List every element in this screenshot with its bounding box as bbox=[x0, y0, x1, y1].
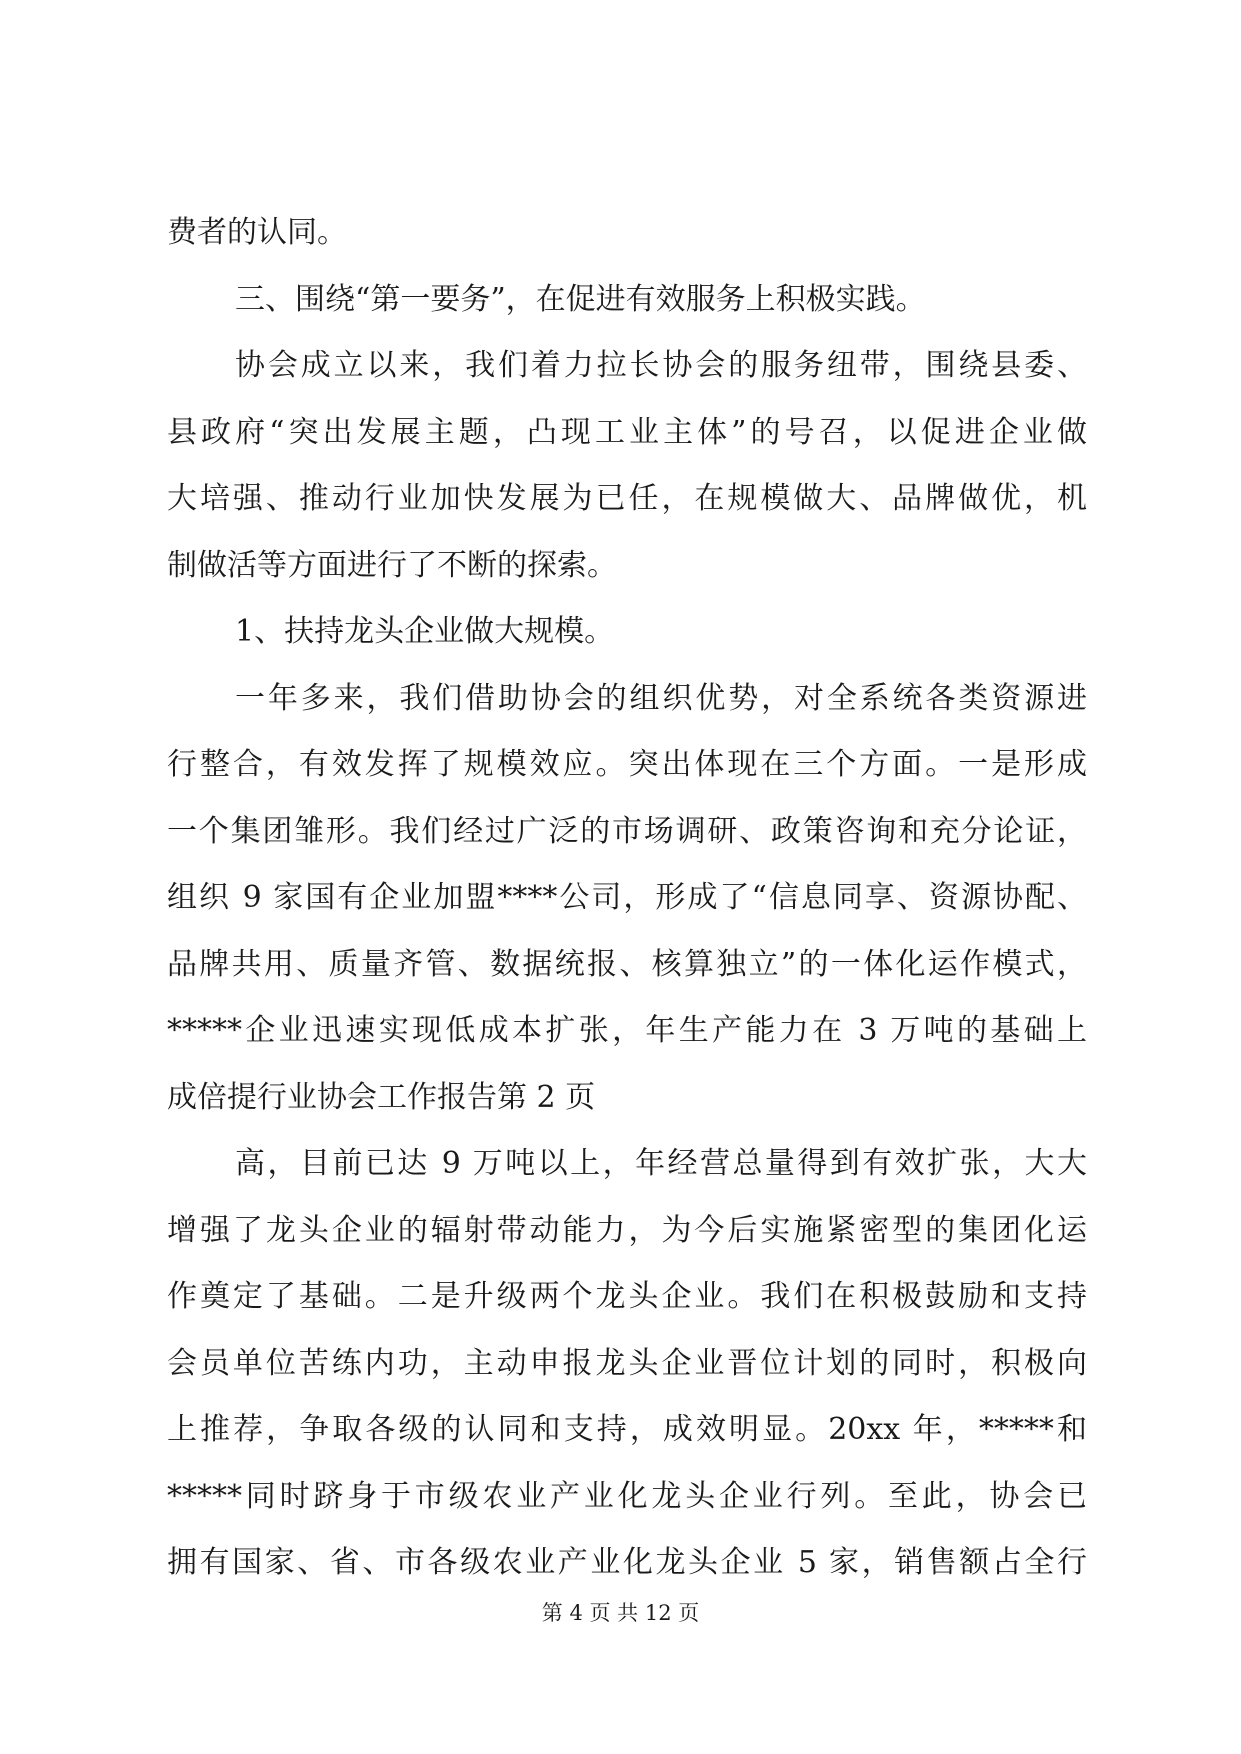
document-body bbox=[167, 200, 1087, 1597]
text-line: 县政府“突出发展主题，凸现工业主体”的号召，以促进企业做 bbox=[167, 414, 1087, 450]
text-line: 行整合，有效发挥了规模效应。突出体现在三个方面。一是形成 bbox=[167, 747, 1087, 782]
text-line: 品牌共用、质量齐管、数据统报、核算独立”的一体化运作模式， bbox=[167, 946, 1087, 982]
text-line: 协会成立以来，我们着力拉长协会的服务纽带，围绕县委、 bbox=[235, 348, 1087, 383]
text-line: 组织 9 家国有企业加盟****公司，形成了“信息同享、资源协配、 bbox=[167, 880, 1087, 915]
text-line: 制做活等方面进行了不断的探索。 bbox=[167, 547, 617, 583]
text-line: 费者的认同。 bbox=[167, 215, 347, 250]
text-line: 高，目前已达 9 万吨以上，年经营总量得到有效扩张，大大 bbox=[235, 1146, 1087, 1181]
text-line: 一个集团雏形。我们经过广泛的市场调研、政策咨询和充分论证， bbox=[167, 813, 1087, 849]
text-line: 作奠定了基础。二是升级两个龙头企业。我们在积极鼓励和支持 bbox=[167, 1279, 1087, 1314]
section-heading: 三、围绕“第一要务”，在促进有效服务上积极实践。 bbox=[235, 281, 926, 317]
text-line: 上推荐，争取各级的认同和支持，成效明显。20xx 年，*****和 bbox=[167, 1412, 1087, 1447]
text-line: 拥有国家、省、市各级农业产业化龙头企业 5 家，销售额占全行 bbox=[167, 1545, 1087, 1580]
text-line: 大培强、推动行业加快发展为已任，在规模做大、品牌做优，机 bbox=[167, 481, 1087, 516]
text-line: *****同时跻身于市级农业产业化龙头企业行列。至此，协会已 bbox=[167, 1478, 1087, 1514]
subsection-heading: 1、扶持龙头企业做大规模。 bbox=[235, 614, 615, 649]
text-line: *****企业迅速实现低成本扩张，年生产能力在 3 万吨的基础上 bbox=[167, 1013, 1087, 1048]
text-line: 会员单位苦练内功，主动申报龙头企业晋位计划的同时，积极向 bbox=[167, 1345, 1087, 1381]
text-line: 一年多来，我们借助协会的组织优势，对全系统各类资源进 bbox=[235, 680, 1087, 716]
text-line: 增强了龙头企业的辐射带动能力，为今后实施紧密型的集团化运 bbox=[167, 1212, 1087, 1248]
text-line: 成倍提行业协会工作报告第 2 页 bbox=[167, 1079, 596, 1115]
page-number-footer: 第 4 页 共 12 页 bbox=[541, 1601, 700, 1625]
